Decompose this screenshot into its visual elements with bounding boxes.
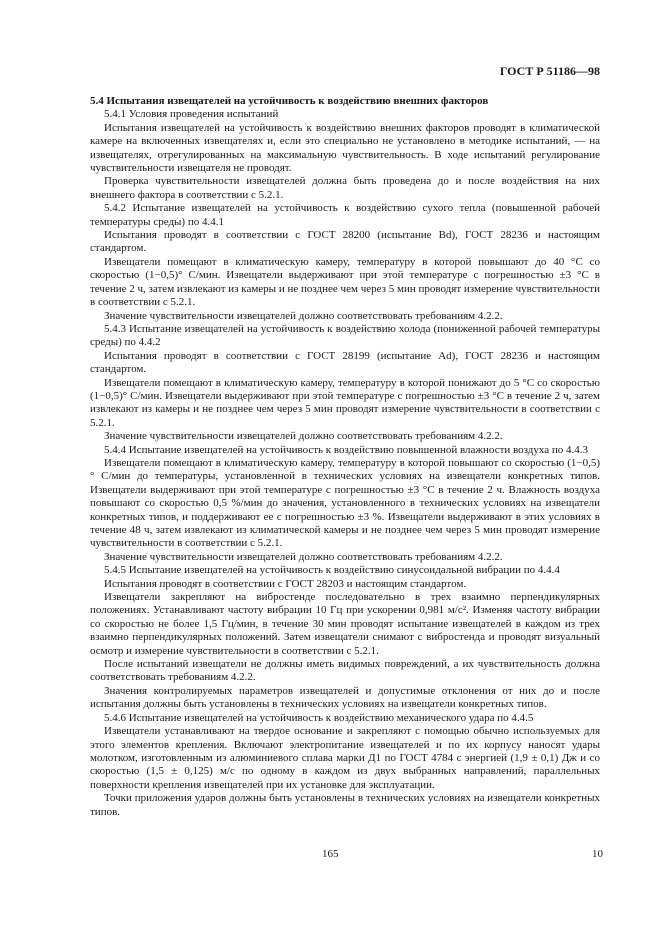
paragraph: Испытания проводят в соответствии с ГОСТ 28203 и настоящим стандартом. xyxy=(104,577,467,590)
paragraph: Испытания проводят в соответствии с ГОСТ 28200 (испытание Bd), ГОСТ 28236 и настоящим стандартом. xyxy=(90,229,600,255)
paragraph: Извещатели помещают в климатическую камеру, температуру в которой повышают до 40 °С со скоростью (1−0,5)° С/мин. Извещатели выдерживают при этой температуре с погрешностью ±3 °С в течение 2 ч, затем извлекают из камеры и не позднее чем через 5 мин проводят измерение чувствительности в соответствии с 5.2.1. xyxy=(90,255,600,309)
standard-code: ГОСТ Р 51186—98 xyxy=(499,64,600,78)
paragraph: Испытания проводят в соответствии с ГОСТ 28199 (испытание Ad), ГОСТ 28236 и настоящим стандартом. xyxy=(90,349,600,376)
paragraph: Извещатели помещают в климатическую камеру, температуру в которой повышают со скоростью (1−0,5)° С/мин до температуры, установленной в технических условиях на извещатели конкретных типов. Извещатели выдерживают при этой температуре с погрешностью ±3 °С в течение 2 ч. Влажность воздуха повышают со скоростью 0,5 %/мин до значения, установленного в технических условиях на извещатели конкретных типов, и поддерживают ее с погрешностью ±3 %. Извещатели выдерживают в этих условиях в течение 48 ч, затем извлекают из климатической камеры и не позднее чем через 5 мин проводят измерение чувствительности в соответствии с 5.2.1. xyxy=(90,456,600,550)
paragraph: Значения контролируемых параметров извещателей и допустимые отклонения от них до и после испытания должны быть установлены в технических условиях на извещатели конкретных типов. xyxy=(90,684,600,711)
section-heading: 5.4 Испытания извещателей на устойчивость к воздействию внешних факторов xyxy=(90,95,489,107)
paragraph: 5.4.1 Условия проведения испытаний xyxy=(104,108,279,121)
page-number: 165 xyxy=(322,848,339,860)
paragraph: 5.4.2 Испытание извещателей на устойчивость к воздействию сухого тепла (повышенной рабочей температуры среды) по 4.4.1 xyxy=(90,202,600,228)
paragraph: Значение чувствительности извещателей должно соответствовать требованиям 4.2.2. xyxy=(104,309,503,322)
paragraph: Значение чувствительности извещателей должно соответствовать требованиям 4.2.2. xyxy=(104,550,503,563)
paragraph: Точки приложения ударов должны быть установлены в технических условиях на извещатели конкретных типов. xyxy=(90,792,600,818)
sheet-number: 10 xyxy=(592,848,603,860)
paragraph: Значение чувствительности извещателей должно соответствовать требованиям 4.2.2. xyxy=(104,430,503,443)
paragraph: Испытания извещателей на устойчивость к воздействию внешних факторов проводят в климатической камере на включенных извещателях и, если это специально не установлено в методике испытаний, — на извещателях, отрегулированных на максимальную чувствительность. В ходе испытаний регулирование чувствительности извещателя не проводят. xyxy=(90,121,600,175)
document-body xyxy=(90,95,600,819)
paragraph: 5.4.4 Испытание извещателей на устойчивость к воздействию повышенной влажности воздуха по 4.4.3 xyxy=(104,443,588,456)
paragraph: Извещатели устанавливают на твердое основание и закрепляют с помощью обычно используемых для этого элементов крепления. Включают электропитание извещателей и по их корпусу наносят удары молотком, изготовленным из алюминиевого сплава марки Д1 по ГОСТ 4784 с энергией (1,9 ± 0,1) Дж и со скоростью (1,5 ± 0,125) м/с по одному в каждом из двух выбранных направлений, параллельных поверхности крепления извещателей при их установке для эксплуатации. xyxy=(90,725,600,791)
paragraph: 5.4.6 Испытание извещателей на устойчивость к воздействию механического удара по 4.4.5 xyxy=(104,711,534,724)
paragraph: Извещатели помещают в климатическую камеру, температуру в которой понижают до 5 °С со скоростью (1−0,5)° С/мин. Извещатели выдерживают при этой температуре с погрешностью ±3 °С в течение 2 ч, затем извлекают из камеры и не позднее чем через 5 мин проводят измерение чувствительности в соответствии с 5.2.1. xyxy=(90,376,600,429)
paragraph: 5.4.3 Испытание извещателей на устойчивость к воздействию холода (пониженной рабочей температуры среды) по 4.4.2 xyxy=(90,322,600,349)
paragraph: После испытаний извещатели не должны иметь видимых повреждений, а их чувствительность должна соответствовать требованиям 4.2.2. xyxy=(90,658,600,684)
paragraph: Извещатели закрепляют на вибростенде последовательно в трех взаимно перпендикулярных положениях. Устанавливают частоту вибрации 10 Гц при ускорении 0,981 м/с². Изменяя частоту вибрации со скоростью не более 1,5 Гц/мин, в течение 30 мин проводят испытание извещателей в каждом из трех взаимно перпендикулярных положений. Затем извещатели снимают с вибростенда и проводят визуальный осмотр и измерение чувствительности в соответствии с 5.2.1. xyxy=(90,591,600,657)
paragraph: 5.4.5 Испытание извещателей на устойчивость к воздействию синусоидальной вибрации по 4.4.4 xyxy=(104,564,560,577)
paragraph: Проверка чувствительности извещателей должна быть проведена до и после воздействия на них внешнего фактора в соответствии с 5.2.1. xyxy=(90,175,600,201)
